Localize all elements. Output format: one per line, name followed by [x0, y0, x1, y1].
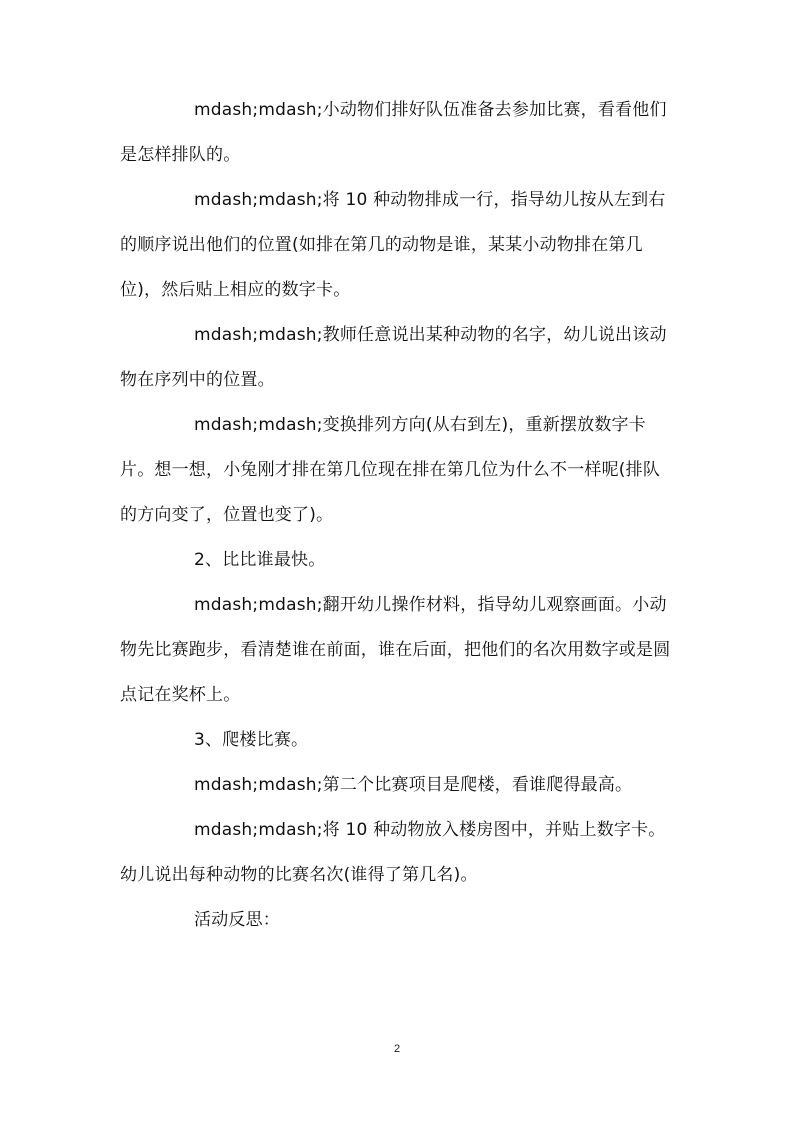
page-number: 2	[393, 1043, 401, 1055]
paragraph-climb-event: mdash;mdash;第二个比赛项目是爬楼，看谁爬得最高。	[194, 775, 633, 795]
paragraph-arrange-animals: mdash;mdash;将 10 种动物排成一行，指导幼儿按从左到右的顺序说出他们的位置(如排在第几的动物是谁，某某小动物排在第几位)，然后贴上相应的数字卡。	[120, 190, 666, 300]
paragraph-race-materials: mdash;mdash;翻开幼儿操作材料，指导幼儿观察画面。小动物先比赛跑步，看清楚谁在前面，谁在后面，把他们的名次用数字或是圆点记在奖杯上。	[120, 595, 671, 705]
section-heading-climb: 3、爬楼比赛。	[194, 730, 309, 750]
section-heading-race: 2、比比谁最快。	[194, 550, 326, 570]
reflection-heading: 活动反思：	[194, 910, 280, 930]
paragraph-reverse-direction: mdash;mdash;变换排列方向(从右到左)，重新摆放数字卡片。想一想，小兔刚才排在第几位现在排在第几位为什么不一样呢(排队的方向变了，位置也变了)。	[120, 415, 661, 525]
paragraph-line-up: mdash;mdash;小动物们排好队伍准备去参加比赛，看看他们是怎样排队的。	[120, 100, 667, 165]
paragraph-building-ranking: mdash;mdash;将 10 种动物放入楼房图中，并贴上数字卡。幼儿说出每种动物的比赛名次(谁得了第几名)。	[120, 820, 666, 885]
document-body	[120, 88, 676, 943]
paragraph-name-position: mdash;mdash;教师任意说出某种动物的名字，幼儿说出该动物在序列中的位置。	[120, 325, 667, 390]
